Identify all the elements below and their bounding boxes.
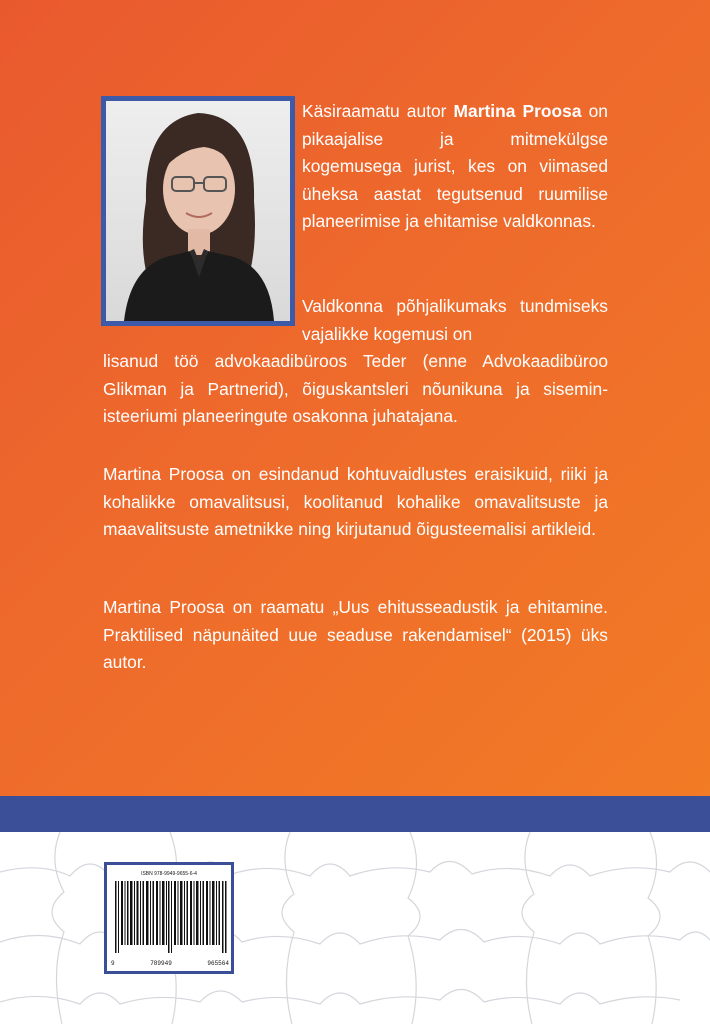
author-name: Martina Proosa [453, 101, 582, 121]
author-photo-frame [101, 96, 295, 326]
barcode-digits: 9 789949 965564 [111, 960, 229, 967]
bio-paragraph-intro: Käsiraamatu autor Martina Proosa on pikaajalise ja mitmekülgse kogemusega jurist, kes on viimased üheksa aastat tegutsenud ruumilise planeerimise ja ehitamise valdkonnas. [302, 101, 608, 231]
bio-paragraph-experience: lisanud töö advokaadibüroos Teder (enne Advokaadibüroo Glikman ja Partnerid), õiguskantsleri nõunikuna ja siseministeeriumi planeeringute osakonna juhatajana. [103, 351, 608, 426]
bio-paragraph-activities: Martina Proosa on esindanud kohtuvaidlustes eraisikuid, riiki ja kohalikke omavalitsusi, koolitanud kohalike omavalitsuste ja maavalitsuste ametnikke ning kirjutanud õigusteemalisi artikleid. [103, 464, 608, 539]
author-photo [106, 101, 290, 321]
isbn-label: ISBN 978-9949-9655-6-4 [141, 871, 197, 877]
barcode-bars [115, 881, 227, 953]
bio-paragraph-experience-top: Valdkonna põhjalikumaks tundmiseks vajalikke kogemusi on [302, 296, 608, 344]
barcode [104, 862, 234, 974]
blue-band [0, 796, 710, 832]
bio-paragraph-publications: Martina Proosa on raamatu „Uus ehitusseadustik ja ehitamine. Praktilised näpunäited uue seaduse rakendamisel“ (2015) üks autor. [103, 597, 608, 672]
